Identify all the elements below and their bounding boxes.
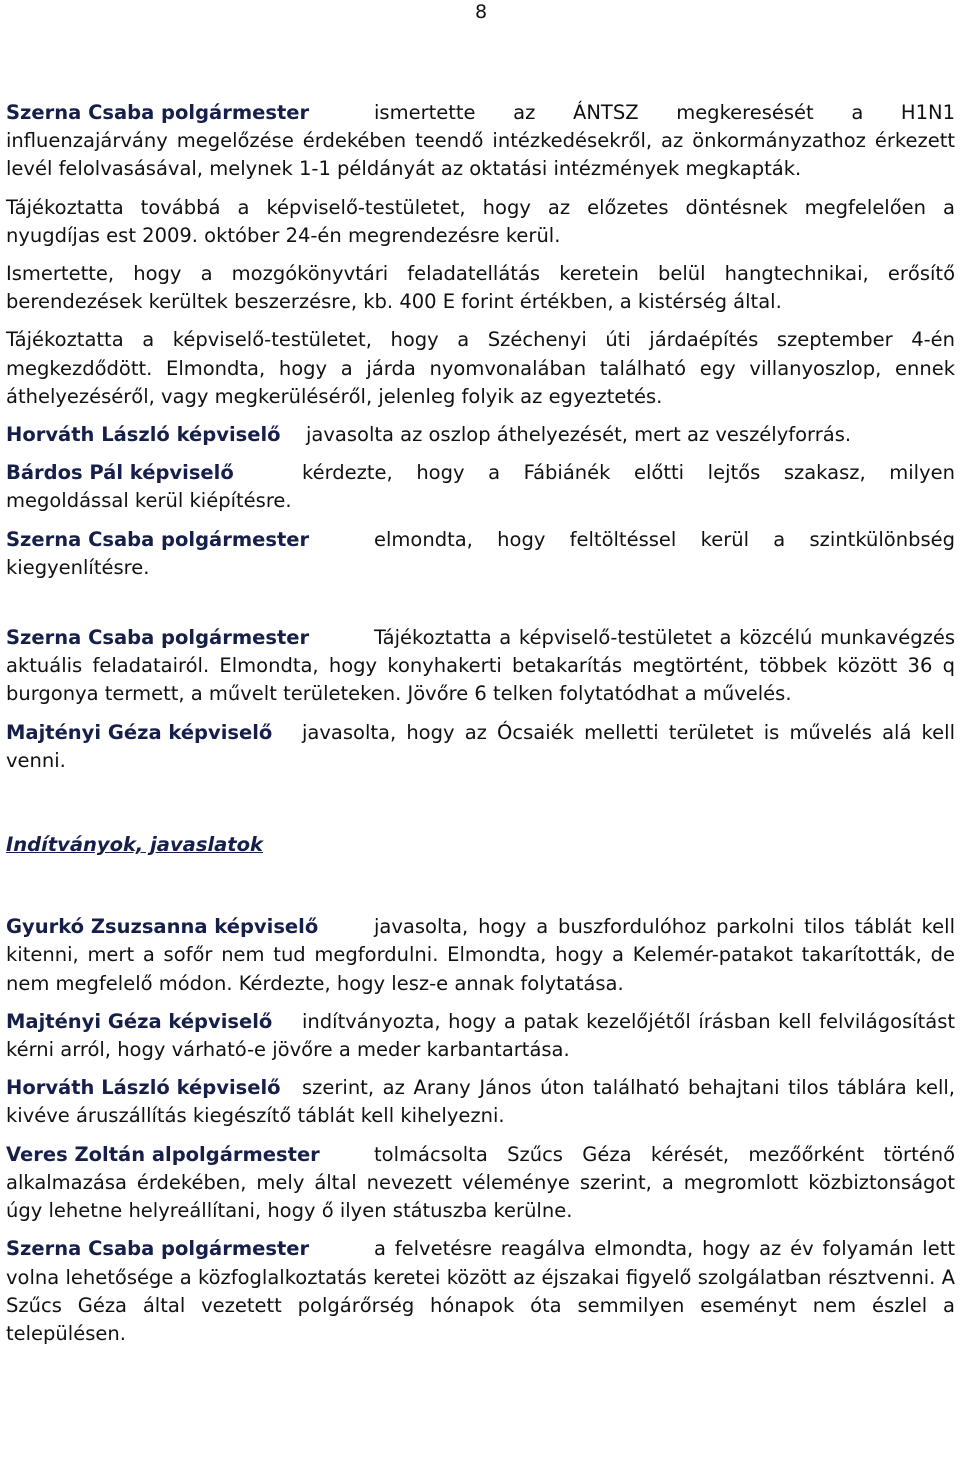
paragraph-text: elmondta, hogy feltöltéssel kerül a szintkülönbség kiegyenlítésre. bbox=[6, 527, 955, 579]
speaker-name: Bárdos Pál képviselő bbox=[6, 461, 234, 485]
paragraph-2 bbox=[6, 194, 955, 250]
speaker-name: Majtényi Géza képviselő bbox=[6, 1009, 273, 1033]
paragraph-6 bbox=[6, 459, 955, 515]
paragraph-10 bbox=[6, 913, 955, 998]
paragraph-11 bbox=[6, 1008, 955, 1064]
paragraph-text: Tájékoztatta a képviselő-testületet a közcélú munkavégzés aktuális feladatairól. Elmondta, hogy konyhakerti betakarítás megtörtént, többek között 36 q burgonya termett, a művelt területeken. Jövőre 6 telken folytatódhat a művelés. bbox=[6, 626, 955, 706]
paragraph-8 bbox=[6, 624, 955, 709]
speaker-name: Veres Zoltán alpolgármester bbox=[6, 1142, 320, 1166]
paragraph-13 bbox=[6, 1141, 955, 1226]
document-body bbox=[6, 99, 955, 1358]
speaker-name: Szerna Csaba polgármester bbox=[6, 626, 310, 650]
paragraph-text: javasolta, hogy az Ócsaiék melletti területet is művelés alá kell venni. bbox=[6, 720, 955, 772]
paragraph-text: ismertette az ÁNTSZ megkeresését a H1N1 influenzajárvány megelőzése érdekében teendő intézkedésekről, az önkormányzathoz érkezett levél felolvasásával, melynek 1-1 példányát az oktatási intézmények megkapták. bbox=[6, 101, 955, 181]
speaker-name: Szerna Csaba polgármester bbox=[6, 527, 310, 551]
paragraph-12 bbox=[6, 1074, 955, 1130]
paragraph-7 bbox=[6, 526, 955, 582]
speaker-name: Majtényi Géza képviselő bbox=[6, 720, 273, 744]
speaker-name: Horváth László képviselő bbox=[6, 423, 281, 447]
paragraph-text: kérdezte, hogy a Fábiánék előtti lejtős szakasz, milyen megoldással kerül kiépítésre. bbox=[6, 461, 955, 513]
paragraph-text: Ismertette, hogy a mozgókönyvtári feladatellátás keretein belül hangtechnikai, erősítő berendezések kerültek beszerzésre, kb. 400 E forint értékben, a kistérség által. bbox=[6, 262, 955, 314]
paragraph-text: tolmácsolta Szűcs Géza kérését, mezőőrként történő alkalmazása érdekében, mely által nevezett véleménye szerint, a megromlott közbiztonságot úgy lehetne helyreállítani, hogy ő ilyen státuszba kerülne. bbox=[6, 1142, 955, 1223]
paragraph-text: indítványozta, hogy a patak kezelőjétől írásban kell felvilágosítást kérni arról, hogy várható-e jövőre a meder karbantartása. bbox=[6, 1009, 955, 1062]
paragraph-5 bbox=[6, 421, 955, 449]
paragraph-9 bbox=[6, 719, 955, 775]
paragraph-4 bbox=[6, 326, 955, 411]
speaker-name: Gyurkó Zsuzsanna képviselő bbox=[6, 915, 319, 939]
speaker-name: Szerna Csaba polgármester bbox=[6, 1237, 310, 1261]
speaker-name: Szerna Csaba polgármester bbox=[6, 101, 310, 124]
paragraph-text: javasolta, hogy a buszfordulóhoz parkolni tilos táblát kell kitenni, mert a sofőr nem tud megfordulni. Elmondta, hogy a Kelemér-patakot takarították, de nem megfelelő módon. Kérdezte, hogy lesz-e annak folytatása. bbox=[6, 915, 955, 995]
section-title: Indítványok, javaslatok bbox=[6, 833, 263, 857]
speaker-name: Horváth László képviselő bbox=[6, 1076, 281, 1100]
paragraph-text: Tájékoztatta a képviselő-testületet, hogy a Széchenyi úti járdaépítés szeptember 4-én megkezdődött. Elmondta, hogy a járda nyomvonalában található egy villanyoszlop, ennek áthelyezéséről, vagy megkerüléséről, jelenleg folyik az egyeztetés. bbox=[6, 328, 955, 408]
page-number: 8 bbox=[474, 1, 488, 23]
paragraph-text: a felvetésre reagálva elmondta, hogy az év folyamán lett volna lehetősége a közfoglalkoztatás keretei között az éjszakai figyelő szolgálatban résztvenni. A Szűcs Géza által vezetett polgárőrség hónapok óta semmilyen eseményt nem észlel a településen. bbox=[6, 1237, 955, 1345]
paragraph-3 bbox=[6, 260, 955, 316]
paragraph-1 bbox=[6, 99, 955, 184]
paragraph-text: szerint, az Arany János úton található behajtani tilos táblára kell, kivéve áruszállítás kiegészítő táblát kell kihelyezni. bbox=[6, 1076, 955, 1128]
paragraph-text: Tájékoztatta továbbá a képviselő-testületet, hogy az előzetes döntésnek megfelelően a nyugdíjas est 2009. október 24-én megrendezésre kerül. bbox=[6, 195, 955, 247]
paragraph-14 bbox=[6, 1235, 955, 1348]
paragraph-text: javasolta az oszlop áthelyezését, mert az veszélyforrás. bbox=[306, 423, 852, 447]
